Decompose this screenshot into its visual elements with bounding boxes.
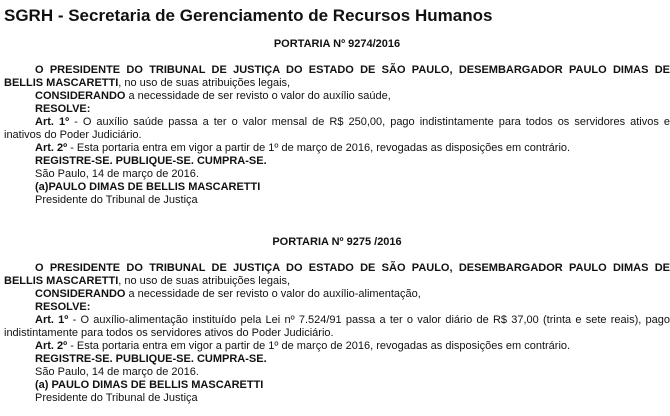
preamble-name: BELLIS MASCARETTI	[4, 77, 119, 89]
preamble-line-2	[4, 77, 670, 90]
date-line: São Paulo, 14 de março de 2016.	[35, 366, 199, 378]
art1-line-2: inativos do Poder Judiciário.	[4, 129, 142, 141]
portaria-title: PORTARIA Nº 9275 /2016	[272, 236, 402, 248]
role-line: Presidente do Tribunal de Justiça	[35, 194, 198, 206]
preamble-rest: , no uso de suas atribuições legais,	[118, 275, 291, 287]
art1-line-1	[4, 116, 670, 129]
resolve-label: RESOLVE:	[35, 103, 91, 115]
portaria-block-9275	[4, 234, 670, 405]
art1-line-2: indistintamente para todos os servidores ativos do Poder Judiciário.	[4, 327, 334, 339]
art1-label: Art. 1º	[35, 314, 69, 326]
considerando-line	[4, 288, 670, 301]
signature-line: (a)PAULO DIMAS DE BELLIS MASCARETTI	[35, 181, 261, 193]
considerando-label: CONSIDERANDO	[35, 90, 126, 102]
preamble-line-1: O PRESIDENTE DO TRIBUNAL DE JUSTIÇA DO ESTADO DE SÃO PAULO, DESEMBARGADOR PAULO DIMAS DE	[35, 64, 670, 76]
preamble-line-1: O PRESIDENTE DO TRIBUNAL DE JUSTIÇA DO ESTADO DE SÃO PAULO, DESEMBARGADOR PAULO DIMAS DE	[35, 262, 670, 274]
art1-text: - O auxílio-alimentação instituído pela Lei nº 7.524/91 passa a ter o valor diário de R$ 37,00 (trinta e sete reais), pago	[68, 314, 670, 326]
resolve-label: RESOLVE:	[35, 301, 91, 313]
date-line: São Paulo, 14 de março de 2016.	[35, 168, 199, 180]
art2-line	[4, 340, 670, 353]
art1-label: Art. 1º	[35, 116, 70, 128]
art2-label: Art. 2º	[35, 340, 68, 352]
art2-text: - Esta portaria entra em vigor a partir de 1º de março de 2016, revogadas as disposições em contrário.	[67, 340, 571, 352]
considerando-line	[4, 90, 670, 103]
registre-line: REGISTRE-SE. PUBLIQUE-SE. CUMPRA-SE.	[35, 353, 267, 365]
preamble-rest: , no uso de suas atribuições legais,	[118, 77, 291, 89]
considerando-label: CONSIDERANDO	[35, 288, 126, 300]
considerando-text: a necessidade de ser revisto o valor do auxílio-alimentação,	[125, 288, 421, 300]
art1-text: - O auxílio saúde passa a ter o valor mensal de R$ 250,00, pago indistintamente para todos os servidores ativos e	[69, 116, 670, 128]
art1-line-1	[4, 314, 670, 327]
considerando-text: a necessidade de ser revisto o valor do auxílio saúde,	[125, 90, 391, 102]
role-line: Presidente do Tribunal de Justiça	[35, 392, 198, 404]
preamble-name: BELLIS MASCARETTI	[4, 275, 119, 287]
portaria-title: PORTARIA Nº 9274/2016	[273, 38, 401, 50]
art2-line	[4, 142, 670, 155]
page-title: SGRH - Secretaria de Gerenciamento de Recursos Humanos	[4, 6, 493, 25]
portaria-block-9274	[4, 36, 670, 207]
signature-line: (a) PAULO DIMAS DE BELLIS MASCARETTI	[35, 379, 264, 391]
art2-text: - Esta portaria entra em vigor a partir de 1º de março de 2016, revogadas as disposições em contrário.	[67, 142, 571, 154]
preamble-line-2	[4, 275, 670, 288]
registre-line: REGISTRE-SE. PUBLIQUE-SE. CUMPRA-SE.	[35, 155, 267, 167]
art2-label: Art. 2º	[35, 142, 68, 154]
